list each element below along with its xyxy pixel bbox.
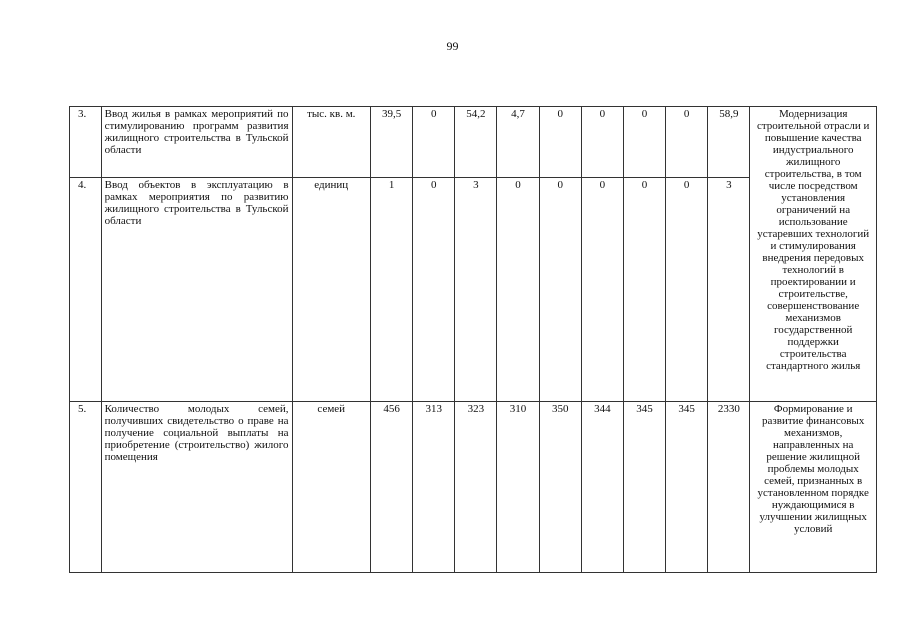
value-cell: 0	[539, 107, 581, 178]
unit-cell: единиц	[292, 178, 370, 402]
unit-cell: тыс. кв. м.	[292, 107, 370, 178]
value-cell: 313	[413, 402, 455, 573]
page-number: 99	[446, 39, 459, 53]
value-cell: 344	[581, 402, 623, 573]
value-cell: 54,2	[455, 107, 497, 178]
total-cell: 3	[708, 178, 750, 402]
value-cell: 0	[539, 178, 581, 402]
value-cell: 0	[581, 178, 623, 402]
value-cell: 4,7	[497, 107, 539, 178]
indicator-name: Ввод жилья в рамках мероприятий по стимулированию программ развития жилищного строительства в Тульской области	[101, 107, 292, 178]
indicators-table	[69, 106, 877, 573]
indicator-name: Ввод объектов в эксплуатацию в рамках мероприятия по развитию жилищного строительства в Тульской области	[101, 178, 292, 402]
value-cell: 39,5	[370, 107, 412, 178]
row-number: 4.	[70, 178, 102, 402]
total-cell: 58,9	[708, 107, 750, 178]
value-cell: 345	[666, 402, 708, 573]
value-cell: 0	[497, 178, 539, 402]
value-cell: 345	[623, 402, 665, 573]
value-cell: 1	[370, 178, 412, 402]
unit-cell: семей	[292, 402, 370, 573]
value-cell: 323	[455, 402, 497, 573]
indicator-name: Количество молодых семей, получивших свидетельство о праве на получение социальной выплаты на приобретение (строительство) жилого помещения	[101, 402, 292, 573]
table-row	[70, 402, 877, 573]
value-cell: 0	[623, 178, 665, 402]
total-cell: 2330	[708, 402, 750, 573]
description-cell: Модернизация строительной отрасли и повышение качества индустриального жилищного строительства, в том числе посредством установления ограничений на использование устаревших технологий и стимулирования внедрения передовых технологий в проектировании и строительстве, совершенствование механизмов государственной поддержки строительства стандартного жилья	[750, 107, 877, 402]
value-cell: 0	[623, 107, 665, 178]
value-cell: 350	[539, 402, 581, 573]
value-cell: 0	[581, 107, 623, 178]
value-cell: 0	[666, 178, 708, 402]
value-cell: 0	[413, 178, 455, 402]
value-cell: 3	[455, 178, 497, 402]
row-number: 5.	[70, 402, 102, 573]
value-cell: 310	[497, 402, 539, 573]
table-row	[70, 107, 877, 178]
value-cell: 0	[666, 107, 708, 178]
value-cell: 456	[370, 402, 412, 573]
description-cell: Формирование и развитие финансовых механизмов, направленных на решение жилищной проблемы молодых семей, признанных в установленном порядке нуждающимися в улучшении жилищных условий	[750, 402, 877, 573]
value-cell: 0	[413, 107, 455, 178]
row-number: 3.	[70, 107, 102, 178]
